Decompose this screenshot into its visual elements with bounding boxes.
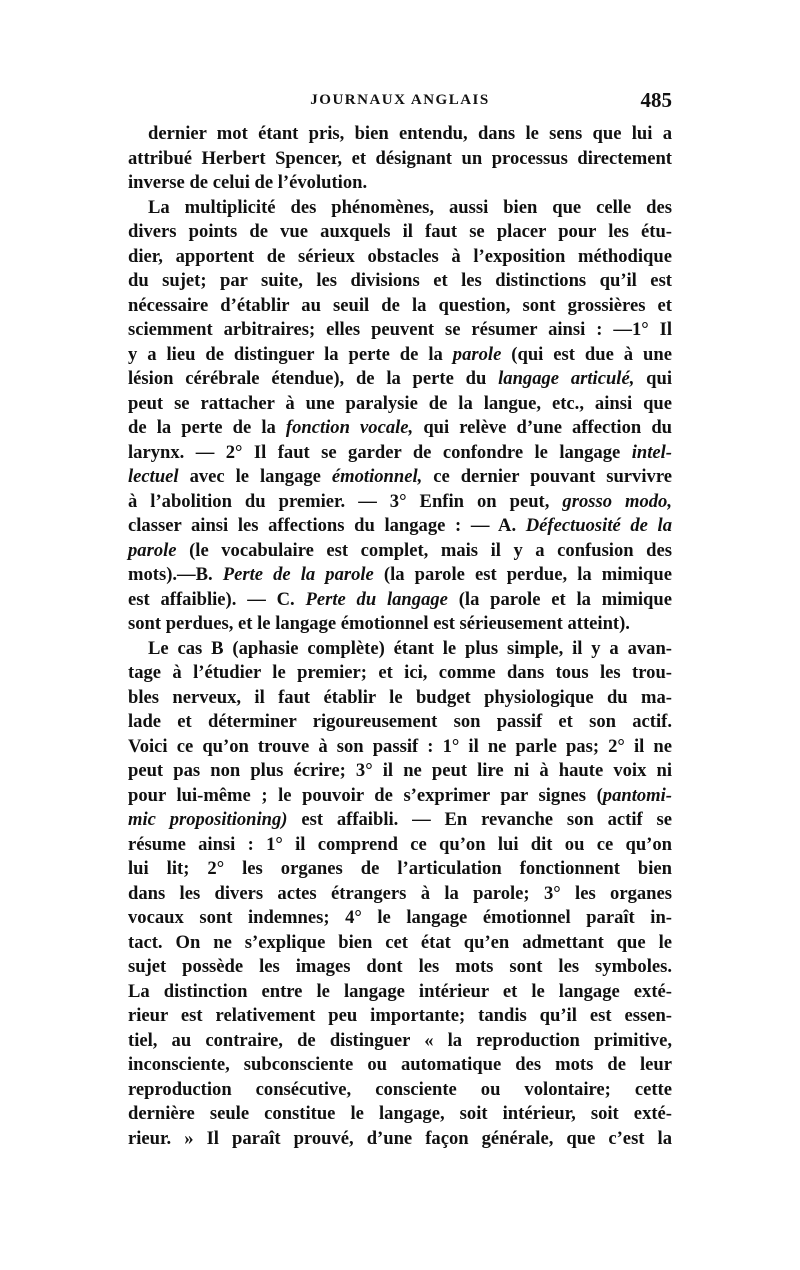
text-line <box>128 759 672 784</box>
text-line <box>128 906 672 931</box>
text-line <box>128 980 672 1005</box>
text-segment: lade et déterminer rigoureusement son passif et son actif. <box>128 711 672 732</box>
text-segment: ce dernier pouvant survivre <box>422 466 672 487</box>
text-segment: attribué Herbert Spencer, et désignant un processus directement <box>128 147 672 169</box>
italic-text: mic propositioning) <box>128 809 288 830</box>
text-segment: peut pas non plus écrire; 3° il ne peut lire ni à haute voix ni <box>128 760 672 781</box>
italic-text: Perte de la parole <box>222 564 374 585</box>
text-line <box>128 955 672 980</box>
text-segment: La multiplicité des phénomènes, aussi bien que celle des <box>148 196 672 218</box>
text-line <box>128 1004 672 1029</box>
text-segment: à l’abolition du premier. — 3° Enfin on peut, <box>128 490 563 512</box>
text-segment: (la parole et la mimique <box>447 588 672 610</box>
italic-text: grosso modo, <box>562 490 673 512</box>
text-line <box>128 343 672 368</box>
text-segment: y a lieu de distinguer la perte de la <box>128 343 453 365</box>
text-segment: tage à l’étudier le premier; et ici, comme dans tous les trou- <box>128 662 672 683</box>
italic-text: pantomi- <box>602 784 672 806</box>
text-line <box>128 1029 672 1054</box>
text-segment: peut se rattacher à une paralysie de la langue, etc., ainsi que <box>128 392 672 414</box>
text-line <box>128 514 672 539</box>
text-line <box>128 245 672 270</box>
text-line <box>128 563 672 588</box>
text-segment: Voici ce qu’on trouve à son passif : 1° il ne parle pas; 2° il ne <box>128 735 672 757</box>
text-segment: résume ainsi : 1° il comprend ce qu’on lui dit ou ce qu’on <box>128 833 672 855</box>
text-segment: tact. On ne s’explique bien cet état qu’en admettant que le <box>128 931 672 953</box>
page-number: 485 <box>640 88 672 112</box>
italic-text: fonction vocale, <box>285 417 414 438</box>
text-line <box>128 367 672 392</box>
text-segment: dernière seule constitue le langage, soit intérieur, soit exté- <box>128 1103 672 1124</box>
text-segment: dans les divers actes étrangers à la parole; 3° les organes <box>128 882 672 904</box>
italic-text: émotionnel, <box>331 466 423 487</box>
text-segment: (la parole est perdue, la mimique <box>373 564 672 585</box>
text-segment: classer ainsi les affections du langage : — A. <box>128 515 526 536</box>
text-segment: larynx. — 2° Il faut se garder de confondre le langage <box>128 441 632 463</box>
text-segment: (le vocabulaire est complet, mais il y a confusion des <box>176 539 672 561</box>
text-line <box>128 1127 672 1152</box>
text-segment: du sujet; par suite, les divisions et les distinctions qu’il est <box>128 270 672 291</box>
text-segment: est affaibli. — En revanche son actif se <box>287 809 672 830</box>
text-line <box>128 588 672 613</box>
text-line <box>128 490 672 515</box>
text-segment: divers points de vue auxquels il faut se placer pour les étu- <box>128 221 672 242</box>
text-segment: rieur. » Il paraît prouvé, d’une façon générale, que c’est la <box>128 1127 672 1149</box>
text-line <box>128 612 672 637</box>
text-segment: nécessaire d’établir au seuil de la question, sont grossières et <box>128 294 672 316</box>
italic-text: parole <box>452 343 502 365</box>
text-line <box>128 392 672 417</box>
text-line <box>128 808 672 833</box>
text-line <box>128 1102 672 1127</box>
text-segment: La distinction entre le langage intérieur et le langage exté- <box>128 980 672 1002</box>
text-segment: inverse de celui de l’évolution. <box>128 172 368 193</box>
text-line <box>128 637 672 662</box>
text-line <box>128 441 672 466</box>
text-segment: de la perte de la <box>128 417 286 438</box>
text-segment: lui lit; 2° les organes de l’articulation fonctionnent bien <box>128 858 672 879</box>
text-line <box>128 931 672 956</box>
running-title: JOURNAUX ANGLAIS <box>310 92 490 108</box>
text-line <box>128 833 672 858</box>
text-line <box>128 1078 672 1103</box>
text-segment: dernier mot étant pris, bien entendu, dans le sens que lui a <box>148 123 672 144</box>
italic-text: intel- <box>631 441 672 463</box>
text-line <box>128 196 672 221</box>
text-line <box>128 735 672 760</box>
text-line <box>128 122 672 147</box>
text-segment: dier, apportent de sérieux obstacles à l’exposition méthodique <box>128 245 672 267</box>
text-segment: qui relève d’une affection du <box>413 417 673 438</box>
italic-text: Défectuosité de la <box>525 515 673 536</box>
italic-text: langage articulé, <box>498 368 635 389</box>
text-segment: reproduction consécutive, consciente ou volontaire; cette <box>128 1078 672 1100</box>
italic-text: parole <box>128 539 177 561</box>
text-segment: rieur est relativement peu importante; tandis qu’il est essen- <box>128 1005 672 1026</box>
text-line <box>128 857 672 882</box>
text-line <box>128 269 672 294</box>
text-line <box>128 882 672 907</box>
text-segment: avec le langage <box>178 466 332 487</box>
text-line <box>128 294 672 319</box>
text-line <box>128 171 672 196</box>
text-segment: sciemment arbitraires; elles peuvent se résumer ainsi : —1° Il <box>128 319 672 340</box>
text-line <box>128 220 672 245</box>
text-line <box>128 784 672 809</box>
text-line <box>128 416 672 441</box>
text-segment: sujet possède les images dont les mots sont les symboles. <box>128 956 672 977</box>
text-segment: pour lui-même ; le pouvoir de s’exprimer par signes ( <box>128 784 603 806</box>
text-line <box>128 661 672 686</box>
text-line <box>128 686 672 711</box>
text-segment: mots).—B. <box>128 564 223 585</box>
text-segment: bles nerveux, il faut établir le budget physiologique du ma- <box>128 686 672 708</box>
text-segment: tiel, au contraire, de distinguer « la reproduction primitive, <box>128 1029 672 1051</box>
page-header <box>128 88 672 118</box>
text-line <box>128 147 672 172</box>
text-segment: (qui est due à une <box>501 343 672 365</box>
italic-text: lectuel <box>128 466 179 487</box>
text-segment: vocaux sont indemnes; 4° le langage émotionnel paraît in- <box>128 907 672 928</box>
text-segment: inconsciente, subconsciente ou automatique des mots de leur <box>128 1054 672 1075</box>
text-line <box>128 1053 672 1078</box>
text-line <box>128 318 672 343</box>
text-segment: est affaiblie). — C. <box>128 588 306 610</box>
text-segment: lésion cérébrale étendue), de la perte du <box>128 368 499 389</box>
text-line <box>128 539 672 564</box>
text-line <box>128 465 672 490</box>
text-segment: sont perdues, et le langage émotionnel est sérieusement atteint). <box>128 613 630 634</box>
text-segment: Le cas B (aphasie complète) étant le plus simple, il y a avan- <box>148 637 672 659</box>
italic-text: Perte du langage <box>305 588 448 610</box>
body-text <box>128 122 672 1151</box>
text-segment: qui <box>634 368 673 389</box>
text-line <box>128 710 672 735</box>
